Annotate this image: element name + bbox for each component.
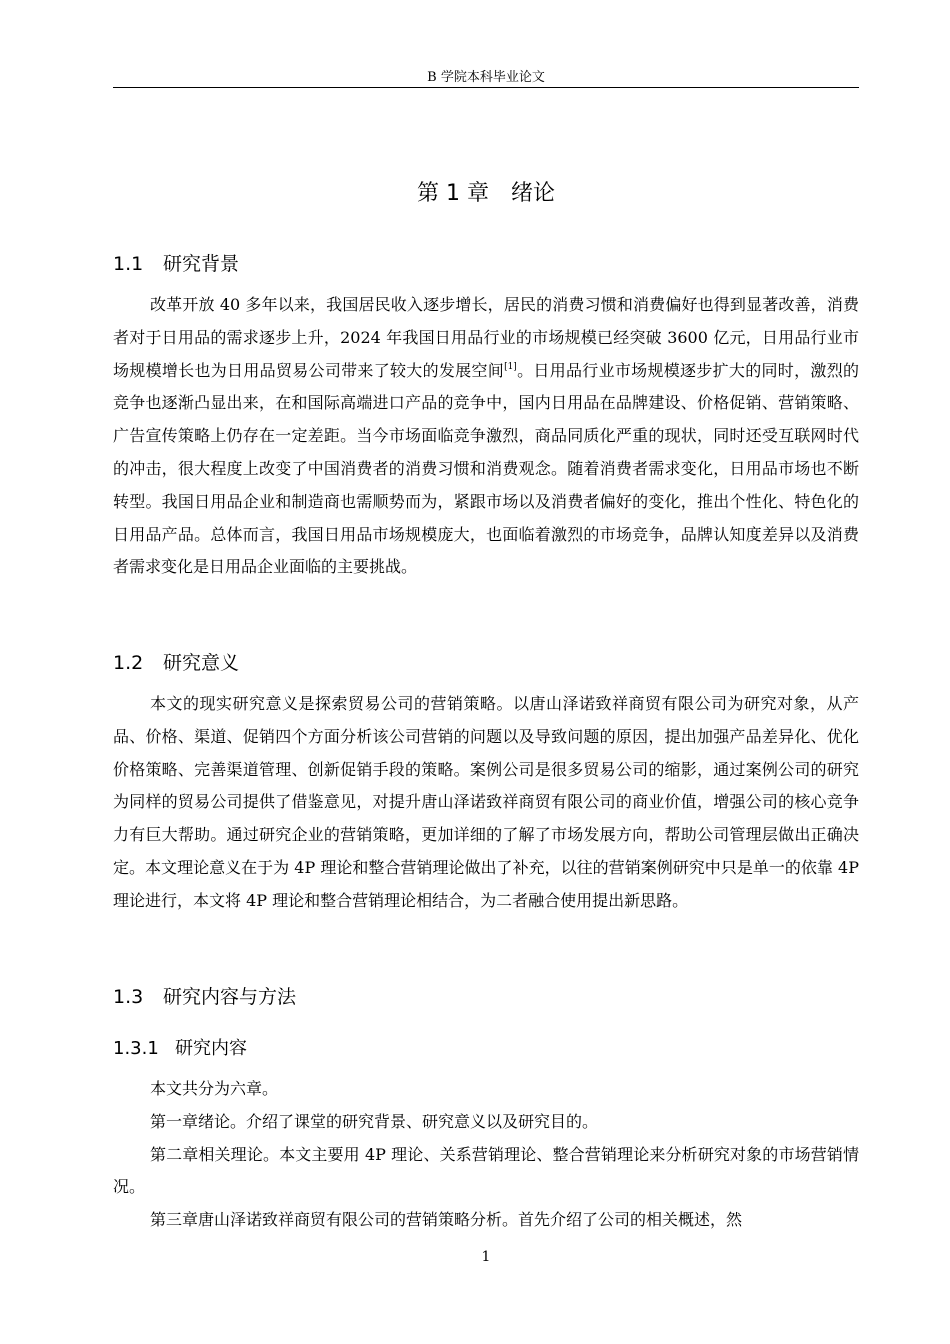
paragraph-text: 。日用品行业市场规模逐步扩大的同时，激烈的竞争也逐渐凸显出来，在和国际高端进口产品的竞争中，国内日用品在品牌建设、价格促销、营销策略、广告宣传策略上仍存在一定差距。当今市场面临竞争激烈，商品同质化严重的现状，同时还受互联网时代的冲击，很大程度上改变了中国消费者的消费习惯和消费观念。随着消费者需求变化，日用品市场也不断转型。我国日用品企业和制造商也需顺势而为，紧跟市场以及消费者偏好的变化，推出个性化、特色化的日用品产品。总体而言，我国日用品市场规模庞大，也面临着激烈的市场竞争，品牌认知度差异以及消费者需求变化是日用品企业面临的主要挑战。 (113, 360, 859, 577)
paragraph-text: 改革开放 40 多年以来，我国居民收入逐步增长，居民的消费习惯和消费偏好也得到显著改善，消费者对于日用品的需求逐步上升，2024 年我国日用品行业的市场规模已经突破 3600 亿元，日用品行业市场规模增长也为日用品贸易公司带来了较大的发展空间 (113, 295, 859, 380)
section-body-significance (113, 688, 859, 918)
running-header: B 学院本科毕业论文 (427, 70, 545, 85)
section-title: 研究内容与方法 (163, 986, 297, 1008)
paragraph: 本文的现实研究意义是探索贸易公司的营销策略。以唐山泽诺致祥商贸有限公司为研究对象，从产品、价格、渠道、促销四个方面分析该公司营销的问题以及导致问题的原因，提出加强产品差异化、优化价格策略、完善渠道管理、创新促销手段的策略。案例公司是很多贸易公司的缩影，通过案例公司的研究为同样的贸易公司提供了借鉴意见，对提升唐山泽诺致祥商贸有限公司的商业价值，增强公司的核心竞争力有巨大帮助。通过研究企业的营销策略，更加详细的了解了市场发展方向，帮助公司管理层做出正确决定。本文理论意义在于为 4P 理论和整合营销理论做出了补充，以往的营销案例研究中只是单一的依靠 4P 理论进行，本文将 4P 理论和整合营销理论相结合，为二者融合使用提出新思路。 (113, 694, 859, 910)
subsection-heading-content (113, 1035, 247, 1063)
subsection-title: 研究内容 (175, 1038, 247, 1059)
header-divider (113, 87, 859, 88)
section-heading-significance (113, 649, 239, 677)
section-number: 1.3 (113, 986, 144, 1008)
section-title: 研究意义 (163, 652, 240, 674)
section-body-background (113, 289, 859, 584)
citation-reference: [1] (504, 361, 517, 372)
page-number: 1 (481, 1249, 491, 1265)
section-heading-content-methods (113, 983, 296, 1011)
paragraph (113, 289, 859, 584)
section-number: 1.1 (113, 253, 144, 275)
subsection-body-content (113, 1073, 859, 1237)
chapter-title (113, 178, 859, 210)
chapter-name: 绪论 (510, 181, 555, 206)
section-heading-background (113, 250, 239, 278)
chapter-number: 第 1 章 (417, 181, 489, 206)
paragraph: 第三章唐山泽诺致祥商贸有限公司的营销策略分析。首先介绍了公司的相关概述，然 (150, 1210, 743, 1230)
paragraph: 第二章相关理论。本文主要用 4P 理论、关系营销理论、整合营销理论来分析研究对象的市场营销情况。 (113, 1144, 859, 1197)
section-title: 研究背景 (163, 253, 240, 275)
paragraph: 本文共分为六章。 (150, 1079, 279, 1098)
subsection-number: 1.3.1 (113, 1038, 159, 1059)
paragraph: 第一章绪论。介绍了课堂的研究背景、研究意义以及研究目的。 (150, 1111, 599, 1131)
section-number: 1.2 (113, 652, 144, 674)
